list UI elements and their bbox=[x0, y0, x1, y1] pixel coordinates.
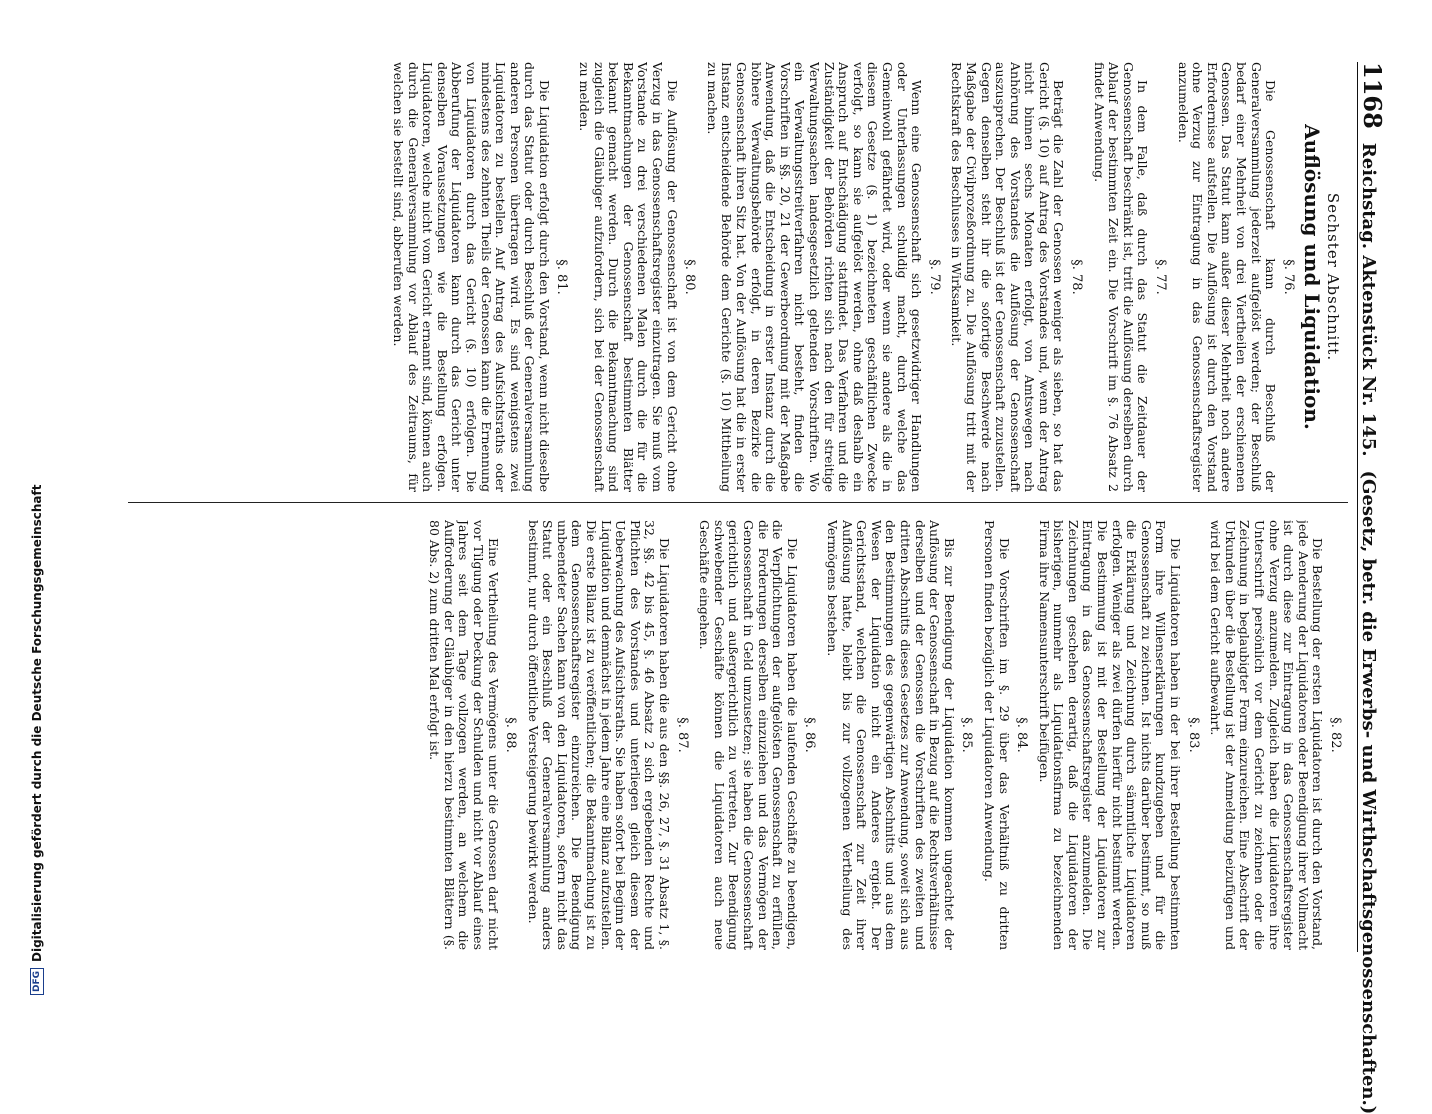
page-number: 1168 bbox=[1358, 62, 1387, 129]
paragraph-text: Eine Vertheilung des Vermögens unter die Genossen darf nicht vor Tilgung oder Deckung der Schulden und nicht vor Ablauf eines Jahres seit dem Tage vollzogen werden, an welchem die Aufforderung der Gläubiger in den hierzu bestimmten Blättern (§. 80 Abs. 2) zum dritten Mal erfolgt ist. bbox=[427, 520, 501, 950]
paragraph-text: Die Genossenschaft kann durch Beschluß der Generalversammlung jederzeit aufgelöst werden; der Beschluß bedarf einer Mehrheit von drei Viertheilen der erschienenen Genossen. Das Statut kann außer dieser Mehrheit noch andere Erfordernisse aufstellen. Die Auflösung ist durch den Vorstand ohne Verzug zur Eintragung in das Genossenschaftsregister anzumelden. bbox=[1175, 62, 1279, 492]
paragraph-number: §. 76. bbox=[1280, 259, 1296, 295]
paragraph-number: §. 88. bbox=[503, 717, 519, 753]
paragraph-number: §. 82. bbox=[1328, 717, 1343, 753]
paragraph-block bbox=[704, 62, 941, 492]
paragraph-text: Die Auflösung der Genossenschaft ist von dem Gericht ohne Verzug in das Genossenschaftsregister einzutragen. Sie muß vom Vorstande zu drei verschiedenen Malen durch die für die Bekanntmachungen der Genossenschaft bestimmten Blätter bekannt gemacht werden. Durch die Bekanntmachung sind zugleich die Gläubiger aufzufordern, sich bei der Genossenschaft zu melden. bbox=[577, 62, 680, 492]
paragraph-block bbox=[824, 520, 973, 950]
paragraph-number: §. 84. bbox=[1014, 717, 1030, 753]
paragraph-text: Die Liquidatoren haben in der bei ihrer Bestellung bestimmten Form ihre Willenserklärungen kundzugeben und für die Genossenschaft zu zeichnen. Ist nichts darüber bestimmt, so muß die Erklärung und Zeichnung durch sämmtliche Liquidatoren erfolgen. Weniger als zwei dürfen hierfür nicht bestimmt werden. Die Bestimmung ist mit der Bestellung der Liquidatoren zur Eintragung in das Genossenschaftsregister anzumelden. Die Zeichnungen geschehen derartig, daß die Liquidatoren der bisherigen, nunmehr als Liquidationsfirma zu bezeichnenden Firma ihre Namensunterschrift beifügen. bbox=[1036, 520, 1184, 950]
paragraph-block bbox=[427, 520, 518, 950]
digitization-credit-strip bbox=[0, 0, 46, 1000]
digitization-credit-text: Digitalisierung gefördert durch die Deutsche Forschungsgemeinschaft bbox=[30, 484, 44, 962]
document-subject: (Gesetz, betr. die Erwerbs- und Wirthschaftsgenossenschaften.) bbox=[1358, 470, 1379, 1114]
paragraph-number: §. 83. bbox=[1185, 717, 1201, 753]
paragraph-block bbox=[1091, 62, 1167, 492]
paragraph-text: Die Bestellung der ersten Liquidatoren ist durch den Vorstand, jede Aenderung der Liquidatoren oder Beendigung ihrer Vollmacht ist durch diese zur Eintragung in das Genossenschaftsregister ohne Verzug anzumelden. Zugleich haben die Liquidatoren ihre Unterschrift persönlich vor dem Gericht zu zeichnen oder die Zeichnung in beglaubigter Form einzureichen. Eine Abschrift der Urkunden über die Bestellung ist der Anmeldung beizufügen und wird bei dem Gericht aufbewahrt. bbox=[1208, 520, 1326, 950]
dfg-logo: DFG bbox=[30, 968, 44, 995]
publication-title: Reichstag. Aktenstück Nr. 145. bbox=[1358, 142, 1379, 457]
paragraph-number: §. 81. bbox=[554, 259, 570, 295]
paragraph-number: §. 78. bbox=[1069, 259, 1085, 295]
paragraph-text: Die Liquidatoren haben die aus den §§. 26, 27, §. 31 Absatz 1, §. 32, §§. 42 bis 45, §. 46 Absatz 2 sich ergebenden Rechte und Pflichten des Vorstandes und unterliegen gleich diesem der Ueberwachung des Aufsichtsraths. Sie haben sofort bei Beginn der Liquidation und demnächst in jedem Jahre eine Bilanz aufzustellen. Die erste Bilanz ist zu veröffentlichen; die Bekanntmachung ist zu dem Genossenschaftsregister einzureichen. Die Beendigung unbeendeter Sachen kann von den Liquidatoren, sofern nicht das Statut oder ein Beschluß der Generalversammlung anders bestimmt, nur durch öffentliche Versteigerung bewirkt werden. bbox=[525, 520, 673, 950]
paragraph-text: Die Vorschriften im §. 29 über das Verhältniß zu dritten Personen finden bezüglich der Liquidatoren Anwendung. bbox=[981, 520, 1012, 950]
paragraph-block bbox=[949, 62, 1083, 492]
digitization-credit bbox=[30, 15, 44, 995]
paragraph-block bbox=[390, 62, 568, 492]
document-page bbox=[80, 0, 1420, 1114]
paragraph-text: In dem Falle, daß durch das Statut die Zeitdauer der Genossenschaft beschränkt ist, tritt die Auflösung derselben durch Ablauf der bestimmten Zeit ein. Die Vorschrift im §. 76 Absatz 2 findet Anwendung. bbox=[1091, 62, 1151, 492]
paragraph-text: Bis zur Beendigung der Liquidation kommen ungeachtet der Auflösung der Genossenschaft in Bezug auf die Rechtsverhältnisse derselben und der Genossen die Vorschriften des zweiten und dritten Abschnitts dieses Gesetzes zur Anwendung, soweit sich aus den Bestimmungen des gegenwärtigen Abschnitts und aus dem Wesen der Liquidation nicht ein Anderes ergiebt. Der Gerichtsstand, welchen die Genossenschaft zur Zeit ihrer Auflösung hatte, bleibt bis zur vollzogenen Vertheilung des Vermögens bestehen. bbox=[825, 520, 957, 950]
paragraph-block bbox=[697, 520, 817, 950]
paragraph-number: §. 79. bbox=[926, 259, 942, 295]
paragraph-text: Die Liquidation erfolgt durch den Vorstand, wenn nicht dieselbe durch das Statut oder durch Beschluß der Generalversammlung anderen Personen übertragen wird. Es sind wenigstens zwei Liquidatoren zu bestellen. Auf Antrag des Aufsichtsraths oder mindestens des zehnten Theils der Genossen kann die Ernennung von Liquidatoren durch das Gericht (§. 10) erfolgen. Die Abberufung der Liquidatoren kann durch das Gericht unter denselben Voraussetzungen wie die Bestellung erfolgen. Liquidatoren, welche nicht vom Gericht ernannt sind, können auch durch die Generalversammlung vor Ablauf des Zeitraums, für welchen sie bestellt sind, abberufen werden. bbox=[390, 62, 552, 492]
paragraph-number: §. 80. bbox=[682, 259, 698, 295]
paragraph-block bbox=[525, 520, 689, 950]
paragraph-number: §. 87. bbox=[674, 717, 690, 753]
right-column bbox=[120, 520, 1350, 950]
chapter-heading: Auflösung und Liquidation. bbox=[1300, 124, 1325, 430]
paragraph-text: Wenn eine Genossenschaft sich gesetzwidriger Handlungen oder Unterlassungen schuldig macht, durch welche das Gemeinwohl gefährdet wird, oder wenn sie andere als die in diesem Gesetze (§. 1) bezeichneten geschäftlichen Zwecke verfolgt, so kann sie aufgelöst werden, ohne daß deshalb ein Anspruch auf Entschädigung stattfindet. Das Verfahren und die Zuständigkeit der Behörden richten sich nach den für streitige Verwaltungssachen landesgesetzlich geltenden Vorschriften. Wo ein Verwaltungsstreitverfahren nicht besteht, finden die Vorschriften in §§. 20, 21 der Gewerbeordnung mit der Maßgabe Anwendung, daß die Entscheidung in erster Instanz durch die höhere Verwaltungsbehörde erfolgt, in deren Bezirke die Genossenschaft ihren Sitz hat. Von der Auflösung hat die in erster Instanz entscheidende Behörde dem Gerichte (§. 10) Mittheilung zu machen. bbox=[704, 62, 925, 492]
paragraph-block bbox=[1036, 520, 1200, 950]
column-divider bbox=[128, 502, 1348, 503]
paragraph-block bbox=[577, 62, 697, 492]
paragraph-number: §. 77. bbox=[1153, 259, 1169, 295]
page-header bbox=[1357, 62, 1398, 1114]
paragraph-block bbox=[981, 520, 1028, 950]
paragraph-number: §. 86. bbox=[802, 717, 818, 753]
paragraph-text: Die Liquidatoren haben die laufenden Geschäfte zu beendigen, die Verpflichtungen der aufgelösten Genossenschaft zu erfüllen, die Forderungen derselben einzuziehen und das Vermögen der Genossenschaft in Geld umzusetzen; sie haben die Genossenschaft gerichtlich und außergerichtlich zu vertreten. Zur Beendigung schwebender Geschäfte können die Liquidatoren auch neue Geschäfte eingehen. bbox=[697, 520, 800, 950]
paragraph-text: Beträgt die Zahl der Genossen weniger als sieben, so hat das Gericht (§. 10) auf Antrag des Vorstandes und, wenn der Antrag nicht binnen sechs Monaten erfolgt, von Amtswegen nach Anhörung des Vorstandes die Auflösung der Genossenschaft auszusprechen. Der Beschluß ist der Genossenschaft zuzustellen. Gegen denselben steht ihr die sofortige Beschwerde nach Maßgabe der Civilprozeßordnung zu. Die Auflösung tritt mit der Rechtskraft des Beschlusses in Wirksamkeit. bbox=[949, 62, 1067, 492]
left-column bbox=[120, 62, 1350, 492]
paragraph-number: §. 85. bbox=[959, 717, 975, 753]
section-heading: Sechster Abschnitt. bbox=[1324, 192, 1342, 362]
paragraph-block bbox=[1175, 62, 1295, 492]
paragraph-block bbox=[1208, 520, 1342, 950]
